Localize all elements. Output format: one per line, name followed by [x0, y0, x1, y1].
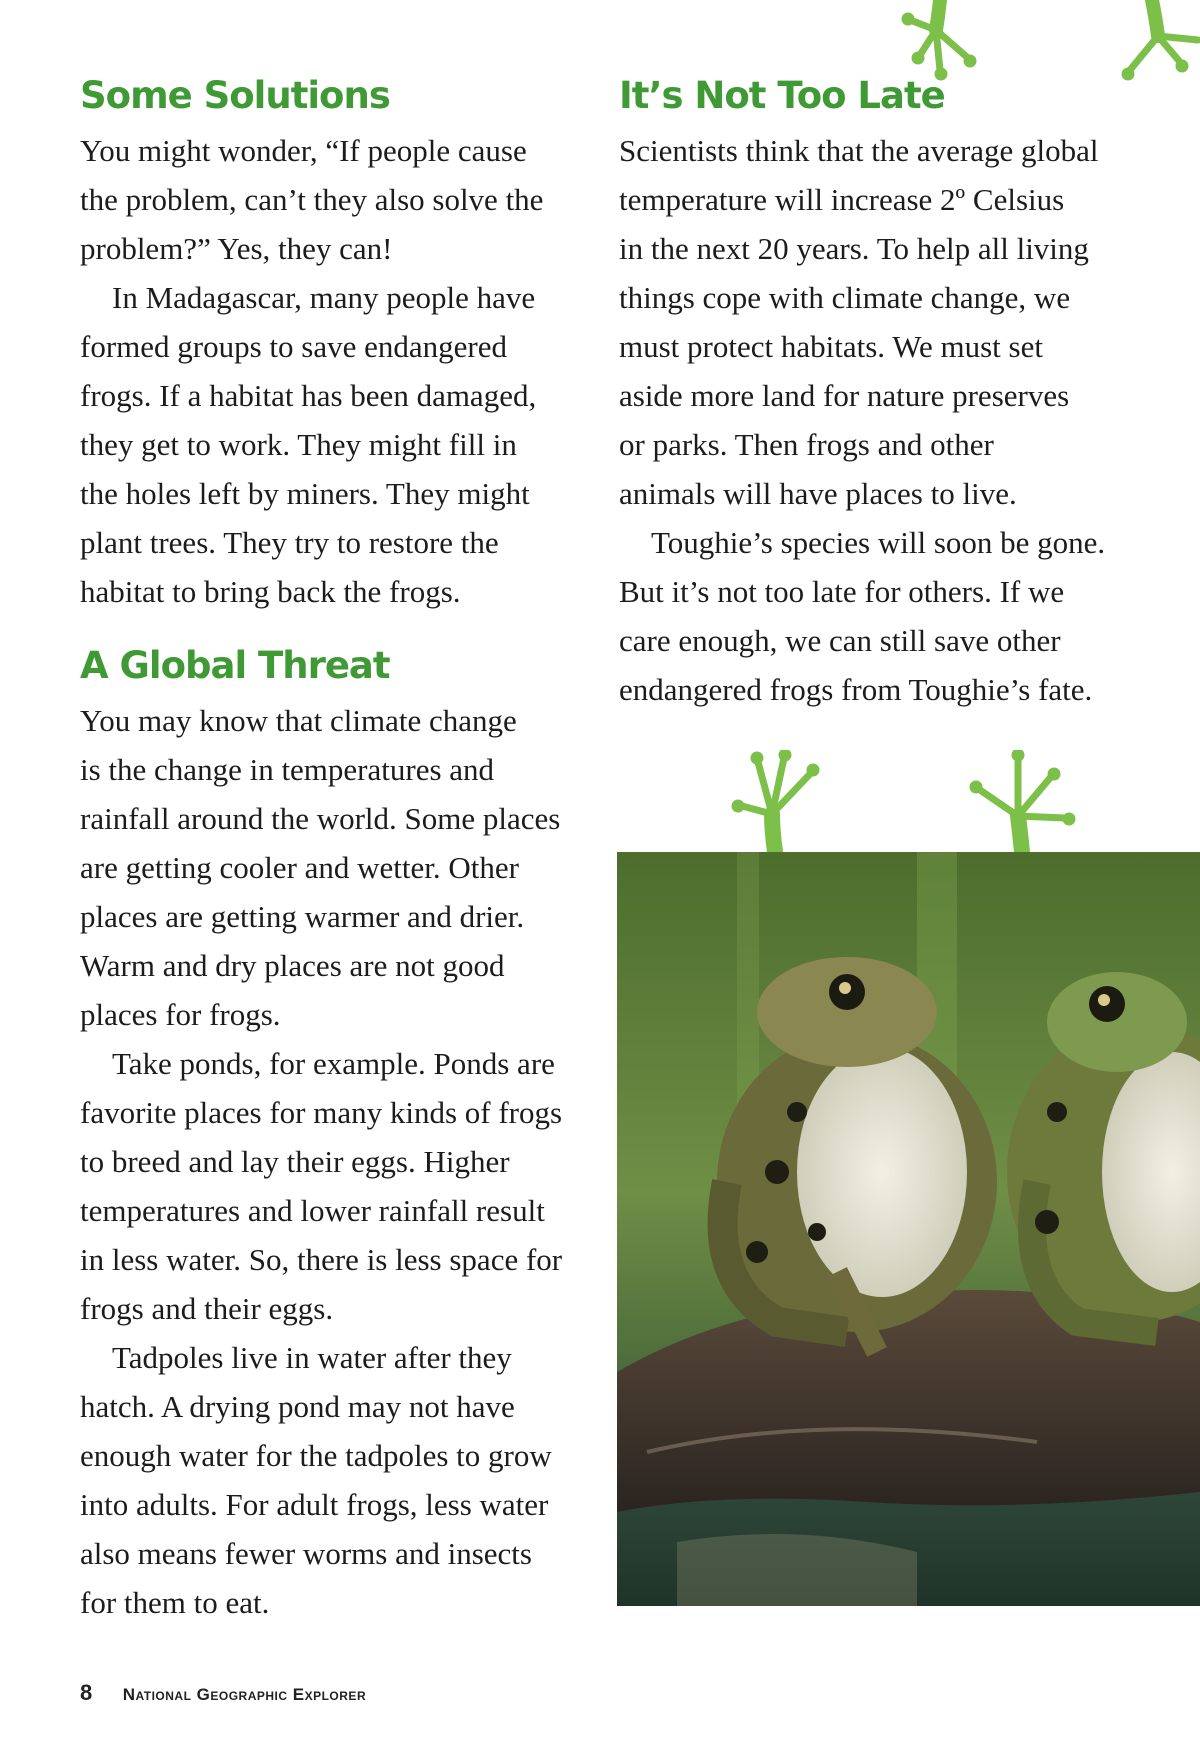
text-line: habitat to bring back the frogs. [80, 574, 461, 609]
text-line: care enough, we can still save other [619, 623, 1061, 658]
paragraph [619, 126, 1189, 518]
heading-some-solutions: Some Solutions [80, 74, 390, 117]
page-number: 8 [80, 1680, 93, 1705]
text-line: the problem, can’t they also solve the [80, 182, 544, 217]
text-line: the holes left by miners. They might [80, 476, 530, 511]
paragraph [80, 273, 620, 616]
heading-not-too-late: It’s Not Too Late [619, 74, 945, 117]
text-line: You might wonder, “If people cause [80, 133, 527, 168]
text-line: favorite places for many kinds of frogs [80, 1095, 563, 1130]
text-line: problem?” Yes, they can! [80, 231, 393, 266]
paragraph [80, 1039, 620, 1333]
paragraph [80, 696, 620, 1039]
text-line: temperatures and lower rainfall result [80, 1193, 545, 1228]
text-line: frogs and their eggs. [80, 1291, 334, 1326]
text-line: Scientists think that the average global [619, 133, 1099, 168]
text-line: for them to eat. [80, 1585, 270, 1620]
text-line: they get to work. They might fill in [80, 427, 517, 462]
text-line: enough water for the tadpoles to grow [80, 1438, 552, 1473]
text-line: rainfall around the world. Some places [80, 801, 561, 836]
frogs-on-log-photo [617, 852, 1200, 1606]
text-line: in the next 20 years. To help all living [619, 231, 1089, 266]
text-line: frogs. If a habitat has been damaged, [80, 378, 537, 413]
text-line: endangered frogs from Toughie’s fate. [619, 672, 1093, 707]
text-line: must protect habitats. We must set [619, 329, 1043, 364]
frog-footprint-icon [720, 750, 1080, 855]
publication-name: National Geographic Explorer [122, 1685, 367, 1704]
text-line: Toughie’s species will soon be gone. [651, 525, 1106, 560]
text-line: are getting cooler and wetter. Other [80, 850, 519, 885]
text-line: animals will have places to live. [619, 476, 1017, 511]
text-line: aside more land for nature preserves [619, 378, 1070, 413]
page-footer [80, 1680, 366, 1706]
text-line: Take ponds, for example. Ponds are [112, 1046, 555, 1081]
frogs-on-log-illustration [617, 852, 1200, 1606]
right-column [619, 66, 1189, 714]
text-line: Warm and dry places are not good [80, 948, 505, 983]
text-line: You may know that climate change [80, 703, 517, 738]
text-line: In Madagascar, many people have [112, 280, 536, 315]
text-line: temperature will increase 2º Celsius [619, 182, 1065, 217]
text-line: also means fewer worms and insects [80, 1536, 532, 1571]
text-line: is the change in temperatures and [80, 752, 495, 787]
text-line: plant trees. They try to restore the [80, 525, 499, 560]
paragraph [80, 126, 620, 273]
paragraph [619, 518, 1189, 714]
text-line: places are getting warmer and drier. [80, 899, 525, 934]
text-line: to breed and lay their eggs. Higher [80, 1144, 510, 1179]
text-line: in less water. So, there is less space for [80, 1242, 563, 1277]
text-line: things cope with climate change, we [619, 280, 1071, 315]
text-line: But it’s not too late for others. If we [619, 574, 1065, 609]
paragraph [80, 1333, 620, 1627]
text-line: or parks. Then frogs and other [619, 427, 994, 462]
text-line: formed groups to save endangered [80, 329, 507, 364]
text-line: Tadpoles live in water after they [112, 1340, 512, 1375]
left-column [80, 66, 620, 1627]
text-line: into adults. For adult frogs, less water [80, 1487, 549, 1522]
heading-a-global-threat: A Global Threat [80, 644, 390, 687]
text-line: places for frogs. [80, 997, 281, 1032]
text-line: hatch. A drying pond may not have [80, 1389, 515, 1424]
